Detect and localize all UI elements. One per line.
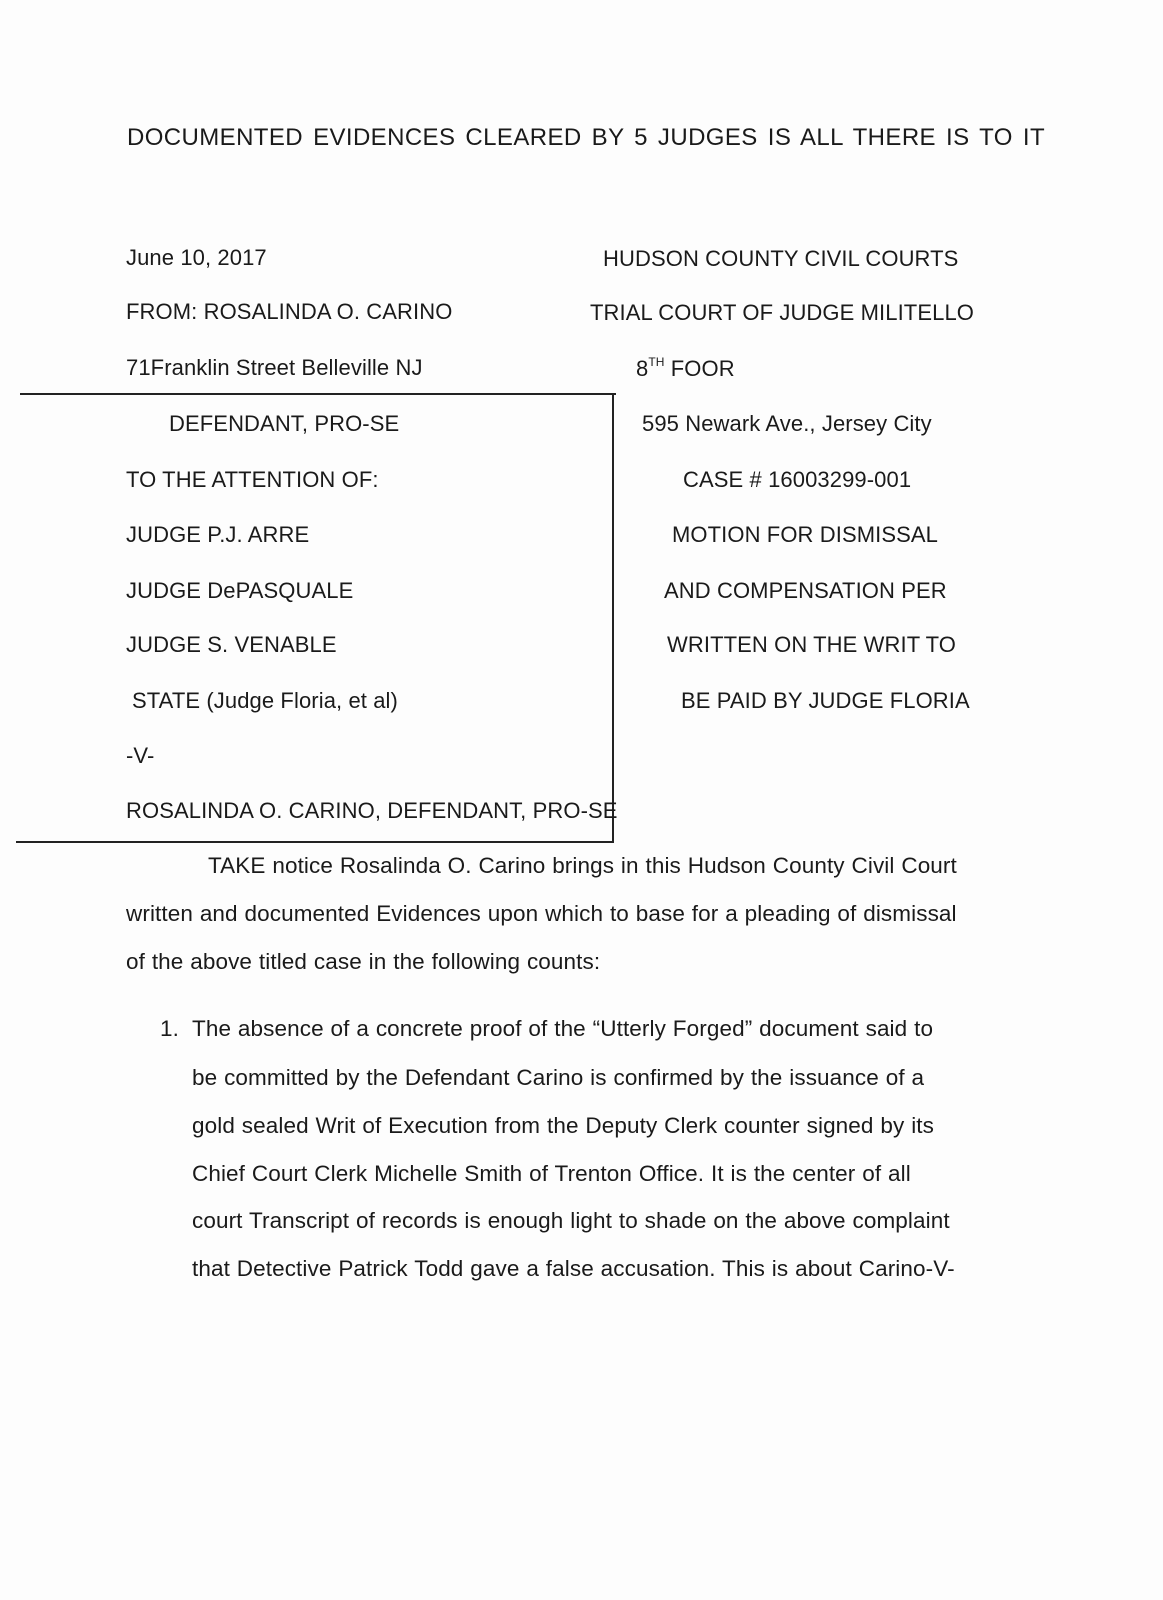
state-line: STATE (Judge Floria, et al)	[132, 688, 398, 713]
intro-line-3: of the above titled case in the following counts:	[126, 949, 601, 974]
judge-depasquale: JUDGE DePASQUALE	[126, 578, 354, 603]
list-item-line: The absence of a concrete proof of the “Utterly Forged” document said to	[192, 1016, 934, 1041]
court-name: HUDSON COUNTY CIVIL COURTS	[603, 246, 959, 271]
caption-bottom-rule	[16, 841, 614, 843]
list-item-line: gold sealed Writ of Execution from the Deputy Clerk counter signed by its	[192, 1113, 934, 1138]
judge-arre: JUDGE P.J. ARRE	[126, 522, 310, 547]
floor-line	[636, 355, 735, 383]
paid-line: BE PAID BY JUDGE FLORIA	[681, 688, 970, 713]
list-item-number: 1.	[160, 1016, 179, 1041]
floor-number: 8	[636, 356, 649, 381]
motion-line: MOTION FOR DISMISSAL	[672, 522, 939, 547]
from-line: FROM: ROSALINDA O. CARINO	[126, 299, 453, 324]
caption-top-rule	[20, 393, 616, 395]
case-number: CASE # 16003299-001	[683, 467, 912, 492]
street-address: 595 Newark Ave., Jersey City	[642, 411, 932, 436]
writ-line: WRITTEN ON THE WRIT TO	[667, 632, 957, 657]
compensation-line: AND COMPENSATION PER	[664, 578, 947, 603]
list-item-line: that Detective Patrick Todd gave a false accusation. This is about Carino-V-	[192, 1256, 955, 1281]
judge-venable: JUDGE S. VENABLE	[126, 632, 337, 657]
floor-word: FOOR	[664, 356, 735, 381]
date: June 10, 2017	[126, 245, 267, 270]
carino-defendant: ROSALINDA O. CARINO, DEFENDANT, PRO-SE	[126, 798, 618, 823]
trial-court: TRIAL COURT OF JUDGE MILITELLO	[590, 300, 974, 325]
versus-line: -V-	[126, 743, 155, 768]
document-title: DOCUMENTED EVIDENCES CLEARED BY 5 JUDGES IS ALL THERE IS TO IT	[127, 124, 1046, 151]
floor-superscript: TH	[648, 355, 665, 369]
caption-side-rule	[612, 393, 614, 841]
list-item-line: court Transcript of records is enough light to shade on the above complaint	[192, 1208, 950, 1233]
defendant-label: DEFENDANT, PRO-SE	[169, 411, 400, 436]
attention-line: TO THE ATTENTION OF:	[126, 467, 379, 492]
list-item-line: Chief Court Clerk Michelle Smith of Trenton Office. It is the center of all	[192, 1161, 911, 1186]
address-line: 71Franklin Street Belleville NJ	[126, 355, 423, 380]
intro-line-2: written and documented Evidences upon which to base for a pleading of dismissal	[126, 901, 957, 926]
intro-line-1: TAKE notice Rosalinda O. Carino brings in this Hudson County Civil Court	[208, 853, 957, 878]
list-item-line: be committed by the Defendant Carino is confirmed by the issuance of a	[192, 1065, 925, 1090]
